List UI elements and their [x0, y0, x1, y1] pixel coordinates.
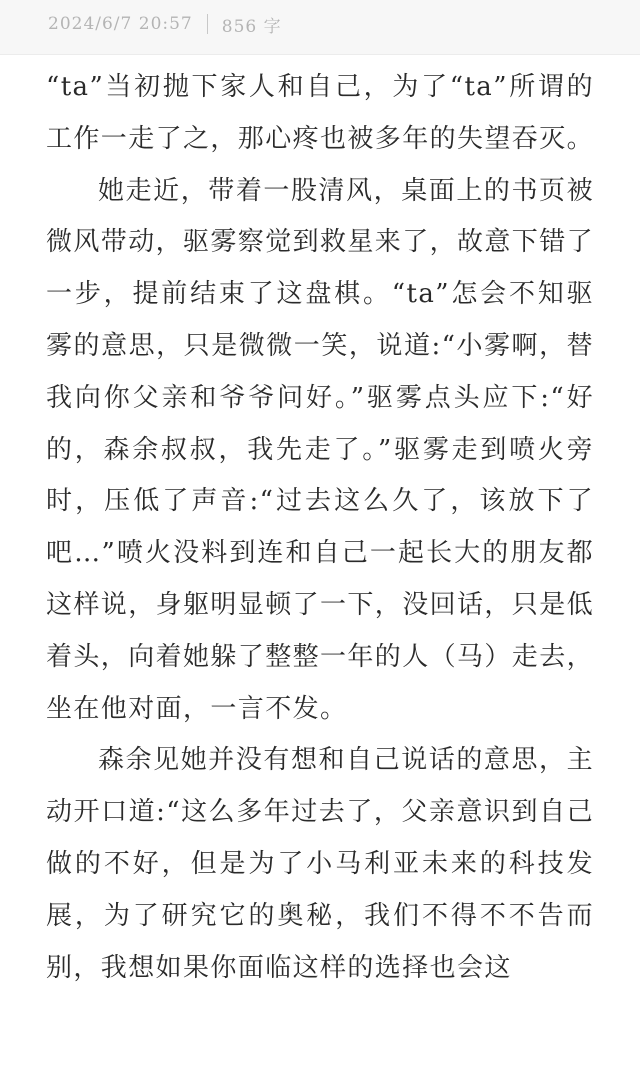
publish-datetime: 2024/6/7 20:57 [48, 14, 193, 34]
paragraph-1: “ta”当初抛下家人和自己，为了“ta”所谓的工作一走了之，那心疼也被多年的失望吞灭。 [46, 72, 595, 154]
paragraph-3: 森余见她并没有想和自己说话的意思，主动开口道:“这么多年过去了，父亲意识到自己做的不好，但是为了小马利亚未来的科技发展，为了研究它的奥秘，我们不得不不告而别，我想如果你面临这样的选择也会这 [46, 745, 594, 983]
article-body [46, 62, 594, 994]
word-count: 856 字 [221, 16, 282, 37]
paragraph-2: 她走近，带着一股清风，桌面上的书页被微风带动，驱雾察觉到救星来了，故意下错了一步，提前结束了这盘棋。“ta”怎会不知驱雾的意思，只是微微一笑，说道:“小雾啊，替我向你父亲和爷爷问好。”驱雾点头应下:“好的，森余叔叔，我先走了。”驱雾走到喷火旁时，压低了声音:“过去这么久了，该放下了吧…”喷火没料到连和自己一起长大的朋友都这样说，身躯明显顿了一下，没回话，只是低着头，向着她躲了整整一年的人（马）走去，坐在他对面，一言不发。 [46, 175, 595, 724]
meta-divider [207, 14, 208, 34]
article-meta [48, 12, 282, 36]
article-meta-bar [0, 0, 640, 55]
